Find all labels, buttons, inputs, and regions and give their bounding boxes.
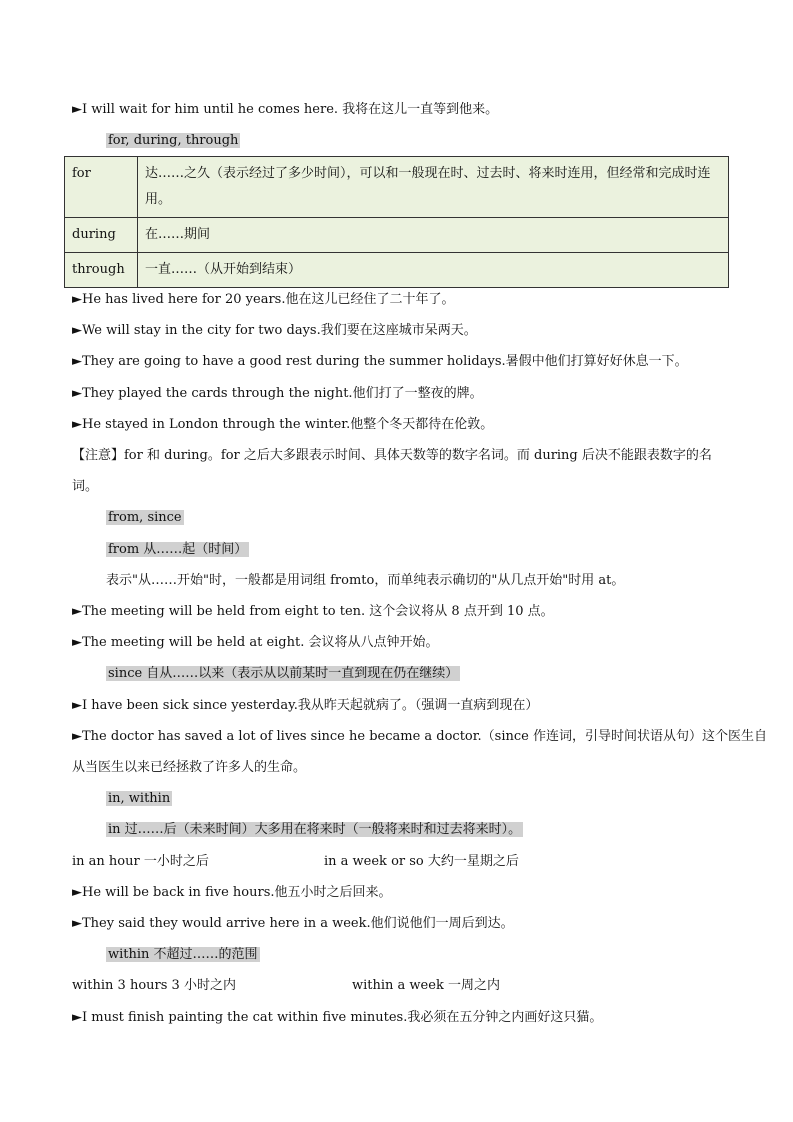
section-heading (106, 508, 184, 528)
example-sentence: ►We will stay in the city for two days.我们要在这座城市呆两天。 (72, 323, 477, 338)
example-sentence: ►They are going to have a good rest during the summer holidays.暑假中他们打算好好休息一下。 (72, 354, 688, 369)
table-cell-meaning: 达……之久（表示经过了多少时间），可以和一般现在时、过去时、将来时连用，但经常和完成时连用。 (138, 157, 729, 218)
example-sentence: ►They said they would arrive here in a week.他们说他们一周后到达。 (72, 916, 514, 931)
table-row (65, 253, 729, 288)
example-sentence: ►The doctor has saved a lot of lives since he became a doctor.（since 作连词，引导时间状语从句）这个医生自 (72, 729, 767, 744)
phrase: within 3 hours 3 小时之内 (72, 978, 236, 993)
example-phrases (72, 852, 209, 872)
note-text: 词。 (72, 479, 99, 494)
sub-heading (106, 540, 249, 560)
example-sentence: ►The meeting will be held at eight. 会议将从八点钟开始。 (72, 635, 439, 650)
example-sentence: ►They played the cards through the night.他们打了一整夜的牌。 (72, 386, 483, 401)
highlight-heading: since 自从……以来（表示从以前某时一直到现在仍在继续） (108, 666, 459, 681)
sub-heading (106, 664, 460, 684)
explanation-text: 表示"从……开始"时，一般都是用词组 fromto，而单纯表示确切的"从几点开始"时用 at。 (106, 573, 625, 588)
highlight-heading: in, within (108, 791, 171, 806)
section-heading (106, 789, 172, 809)
sub-heading (106, 945, 260, 965)
comparison-table (64, 156, 729, 288)
example-sentence: ►I will wait for him until he comes here. 我将在这儿一直等到他来。 (72, 102, 499, 117)
example-sentence: ►He will be back in five hours.他五小时之后回来。 (72, 885, 392, 900)
example-sentence: ►I must finish painting the cat within five minutes.我必须在五分钟之内画好这只猫。 (72, 1010, 603, 1025)
highlight-heading: for, during, through (108, 133, 239, 148)
table-cell-word: through (65, 253, 138, 288)
example-sentence: ►The meeting will be held from eight to ten. 这个会议将从 8 点开到 10 点。 (72, 604, 554, 619)
example-sentence: ►He has lived here for 20 years.他在这儿已经住了二十年了。 (72, 292, 455, 307)
table-row (65, 157, 729, 218)
example-sentence: ►I have been sick since yesterday.我从昨天起就病了。（强调一直病到现在） (72, 698, 539, 713)
phrase: in an hour 一小时之后 (72, 854, 209, 869)
section-heading (106, 131, 240, 151)
example-sentence: 从当医生以来已经拯救了许多人的生命。 (72, 760, 307, 775)
example-sentence: ►He stayed in London through the winter.他整个冬天都待在伦敦。 (72, 417, 494, 432)
highlight-heading: from 从……起（时间） (108, 542, 248, 557)
table-cell-meaning: 在……期间 (138, 218, 729, 253)
table-row (65, 218, 729, 253)
phrase: within a week 一周之内 (352, 978, 500, 993)
sub-heading (106, 820, 523, 840)
table-cell-meaning: 一直……（从开始到结束） (138, 253, 729, 288)
highlight-heading: in 过……后（未来时间）大多用在将来时（一般将来时和过去将来时）。 (108, 822, 522, 837)
highlight-heading: within 不超过……的范围 (108, 947, 258, 962)
table-cell-word: for (65, 157, 138, 218)
phrase: in a week or so 大约一星期之后 (324, 854, 519, 869)
table-cell-word: during (65, 218, 138, 253)
note-text: 【注意】for 和 during。for 之后大多跟表示时间、具体天数等的数字名词。而 during 后决不能跟表数字的名 (72, 448, 712, 463)
highlight-heading: from, since (108, 510, 182, 525)
